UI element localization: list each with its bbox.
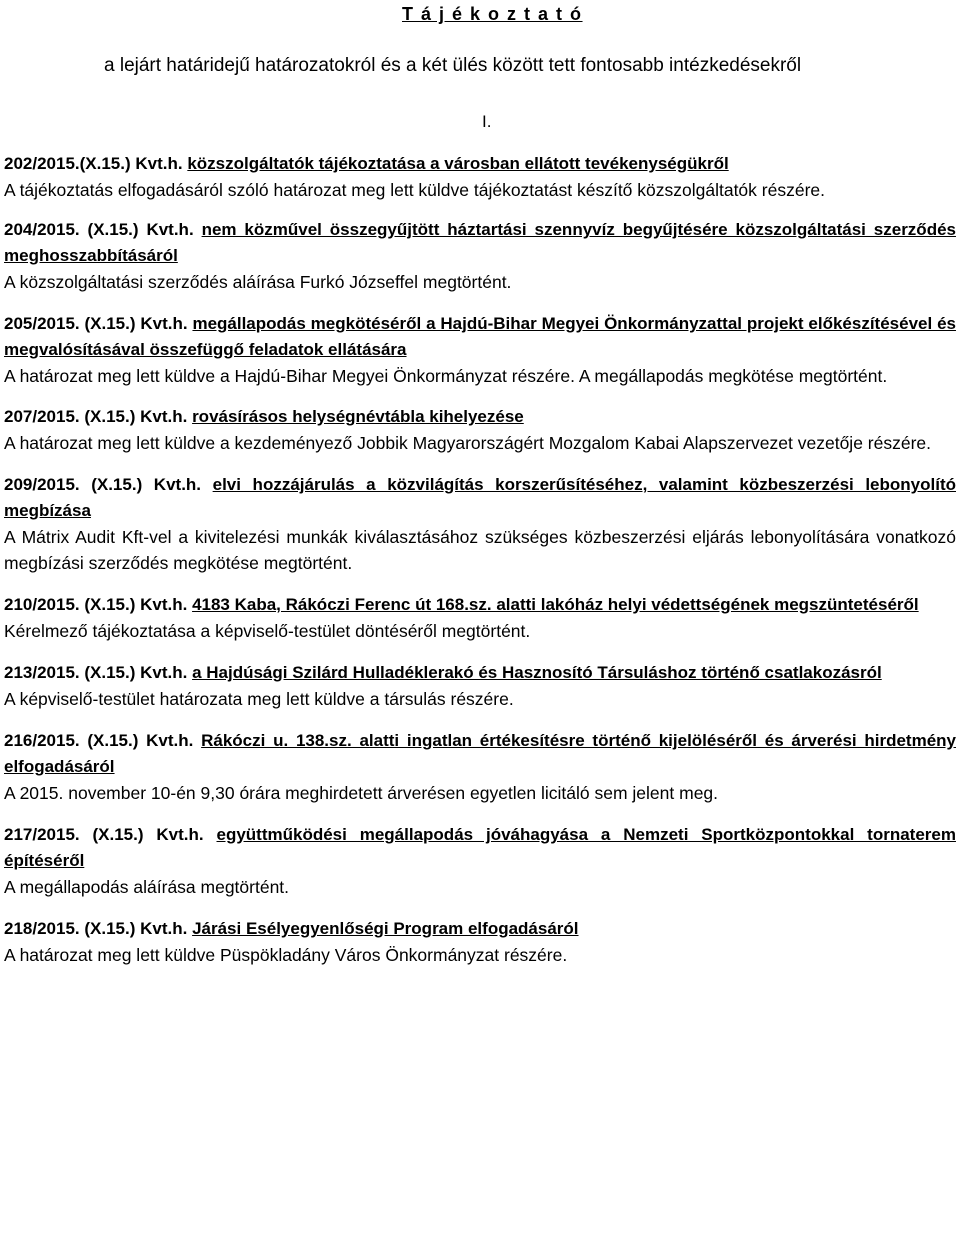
resolution-status: A 2015. november 10-én 9,30 órára meghirdetett árverésen egyetlen licitáló sem jelent meg.	[4, 783, 719, 803]
resolution-heading	[4, 916, 956, 942]
resolution-status: A közszolgáltatási szerződés aláírása Furkó Józseffel megtörtént.	[4, 272, 512, 292]
resolution-status: A Mátrix Audit Kft-vel a kivitelezési munkák kiválasztásához szükséges közbeszerzési eljárás lebonyolítására vonatkozó megbízási szerződés megkötése megtörtént.	[4, 527, 956, 573]
resolution-reference: 209/2015. (X.15.) Kvt.h.	[4, 475, 202, 494]
resolution-reference: 213/2015. (X.15.) Kvt.h.	[4, 663, 188, 682]
resolution-subject: együttműködési megállapodás jóváhagyása a Nemzeti Sportközpontokkal tornaterem építéséről	[4, 825, 956, 870]
resolution-entry	[4, 728, 956, 806]
resolution-reference: 218/2015. (X.15.) Kvt.h.	[4, 919, 188, 938]
resolution-heading	[4, 472, 956, 524]
resolution-status: Kérelmező tájékoztatása a képviselő-testület döntéséről megtörtént.	[4, 621, 531, 641]
resolution-subject: Járási Esélyegyenlőségi Program elfogadásáról	[192, 919, 579, 938]
resolution-status: A határozat meg lett küldve a Hajdú-Bihar Megyei Önkormányzat részére. A megállapodás megkötése megtörtént.	[4, 366, 888, 386]
resolution-reference: 204/2015. (X.15.) Kvt.h.	[4, 220, 194, 239]
resolution-entry	[4, 592, 956, 644]
resolution-entry	[4, 151, 956, 203]
document-title: T á j é k o z t a t ó	[402, 4, 583, 24]
resolution-reference: 202/2015.(X.15.) Kvt.h.	[4, 154, 183, 173]
resolution-subject: Rákóczi u. 138.sz. alatti ingatlan értékesítésre történő kijelöléséről és árverési hirdetmény elfogadásáról	[4, 731, 956, 776]
document-subtitle: a lejárt határidejű határozatokról és a két ülés között tett fontosabb intézkedésekről	[104, 55, 802, 76]
resolution-status: A megállapodás aláírása megtörtént.	[4, 877, 290, 897]
resolution-reference: 205/2015. (X.15.) Kvt.h.	[4, 314, 188, 333]
resolution-subject: elvi hozzájárulás a közvilágítás korszerűsítéséhez, valamint közbeszerzési lebonyolító megbízása	[4, 475, 956, 520]
resolution-entry	[4, 217, 956, 295]
resolution-subject: megállapodás megkötéséről a Hajdú-Bihar Megyei Önkormányzattal projekt előkészítésével és megvalósításával összefüggő feladatok ellátására	[4, 314, 956, 359]
resolution-status: A tájékoztatás elfogadásáról szóló határozat meg lett küldve tájékoztatást készítő közszolgáltatók részére.	[4, 180, 825, 200]
section-number: I.	[482, 112, 492, 131]
resolution-entry	[4, 472, 956, 576]
resolution-heading	[4, 311, 956, 363]
resolution-entry	[4, 822, 956, 900]
resolution-reference: 210/2015. (X.15.) Kvt.h.	[4, 595, 188, 614]
resolution-heading	[4, 660, 956, 686]
resolution-subject: nem közművel összegyűjtött háztartási szennyvíz begyűjtésére közszolgáltatási szerződés meghosszabbításáról	[4, 220, 956, 265]
resolution-heading	[4, 728, 956, 780]
resolution-list	[4, 151, 956, 968]
resolution-entry	[4, 404, 956, 456]
resolution-heading	[4, 151, 956, 177]
resolution-subject: a Hajdúsági Szilárd Hulladéklerakó és Hasznosító Társuláshoz történő csatlakozásról	[192, 663, 882, 682]
resolution-heading	[4, 217, 956, 269]
resolution-reference: 207/2015. (X.15.) Kvt.h.	[4, 407, 188, 426]
resolution-entry	[4, 916, 956, 968]
resolution-subject: rovásírásos helységnévtábla kihelyezése	[192, 407, 524, 426]
resolution-reference: 216/2015. (X.15.) Kvt.h.	[4, 731, 194, 750]
resolution-reference: 217/2015. (X.15.) Kvt.h.	[4, 825, 204, 844]
resolution-heading	[4, 592, 956, 618]
resolution-heading	[4, 822, 956, 874]
resolution-entry	[4, 311, 956, 389]
resolution-status: A határozat meg lett küldve Püspökladány Város Önkormányzat részére.	[4, 945, 568, 965]
resolution-entry	[4, 660, 956, 712]
resolution-status: A képviselő-testület határozata meg lett küldve a társulás részére.	[4, 689, 514, 709]
resolution-heading	[4, 404, 956, 430]
resolution-subject: 4183 Kaba, Rákóczi Ferenc út 168.sz. alatti lakóház helyi védettségének megszüntetéséről	[192, 595, 919, 614]
resolution-status: A határozat meg lett küldve a kezdeményező Jobbik Magyarországért Mozgalom Kabai Alapszervezet vezetője részére.	[4, 433, 932, 453]
resolution-subject: közszolgáltatók tájékoztatása a városban ellátott tevékenységükről	[187, 154, 729, 173]
